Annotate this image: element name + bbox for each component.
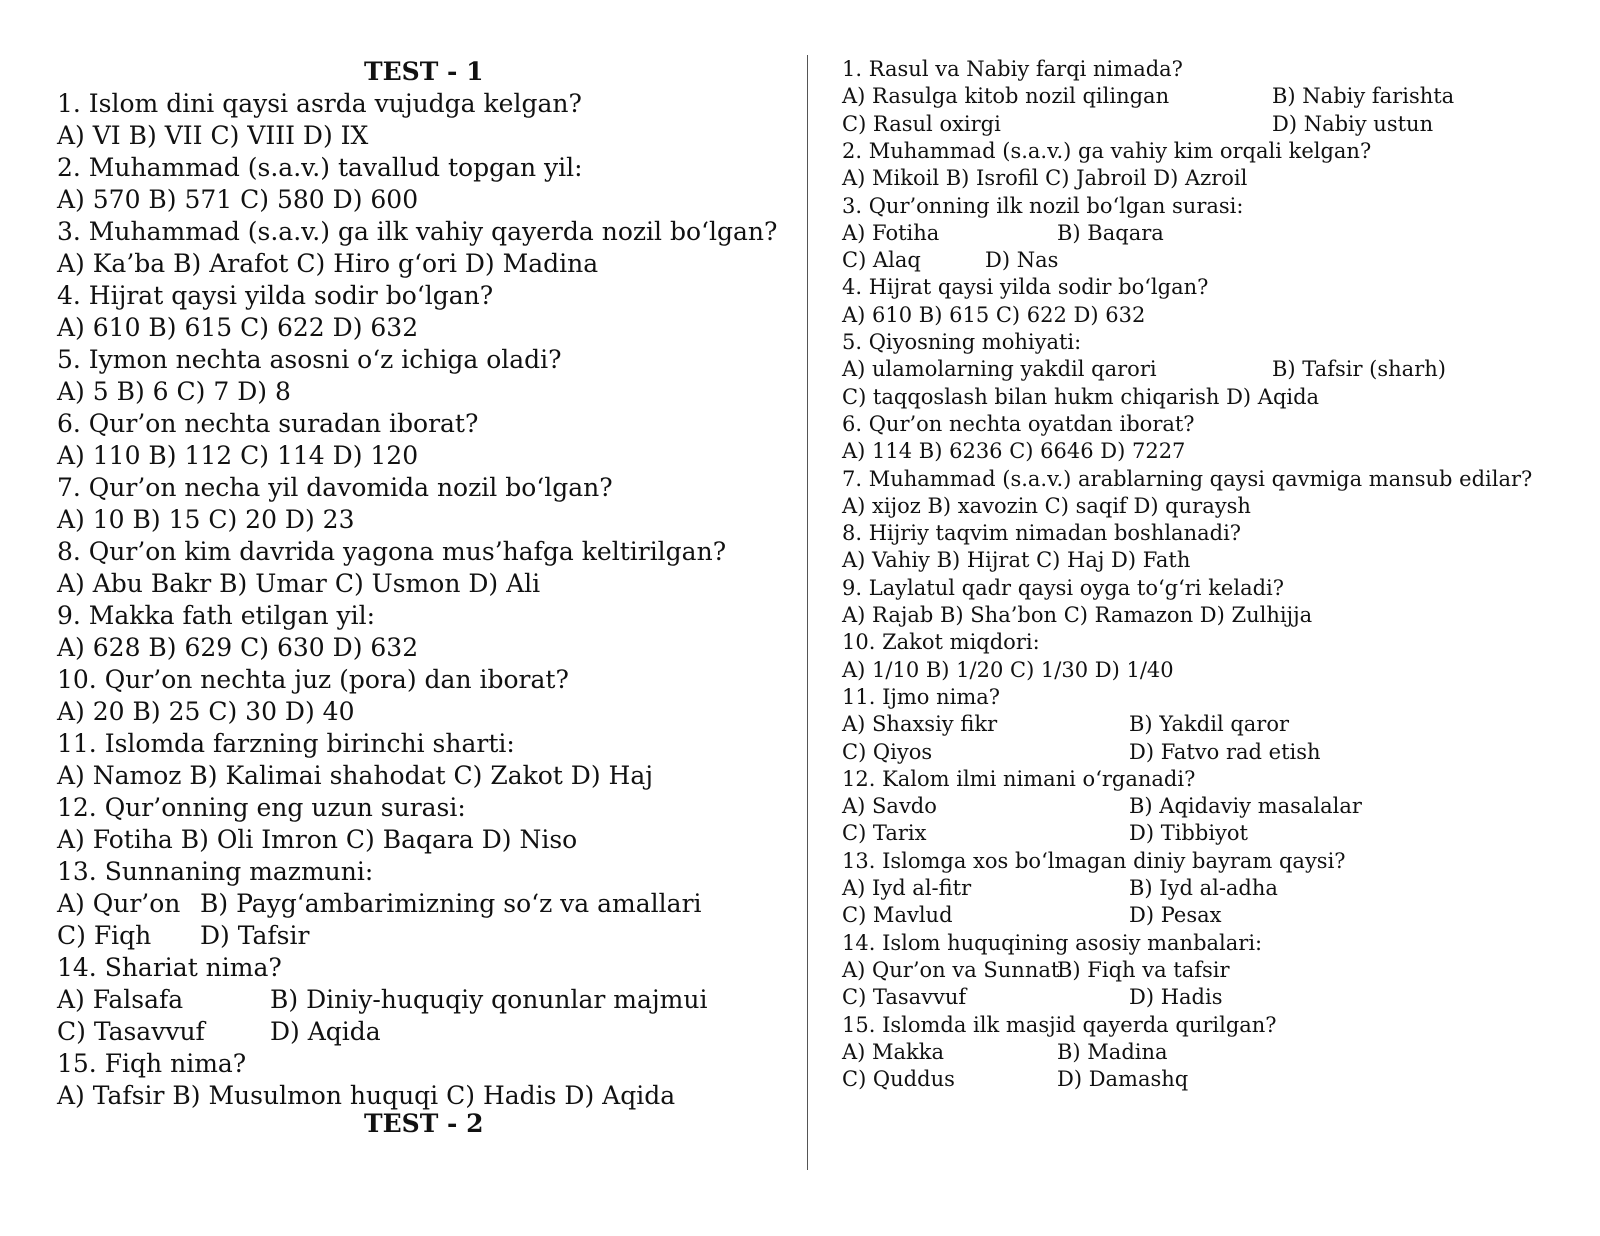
question: 11. Islomda farzning birinchi sharti: [57,729,515,758]
answer-option: D) Fatvo rad etish [1129,739,1321,764]
test-1-title: TEST - 1 [364,57,484,86]
answer-option: D) Tibbiyot [1129,821,1248,846]
answer-option: C) Tasavvuf [842,985,967,1010]
answer-options: A) Abu Bakr B) Umar C) Usmon D) Ali [57,569,541,598]
answer-options: A) 10 B) 15 C) 20 D) 23 [57,505,355,534]
answer-option: C) Qiyos [842,739,933,764]
answer-option: A) Qur’on [57,889,181,918]
answer-options: A) Tafsir B) Musulmon huquqi C) Hadis D) Aqida [57,1081,676,1110]
answer-options: A) 110 B) 112 C) 114 D) 120 [57,441,419,470]
answer-option: C) Fiqh [57,921,152,950]
answer-options: A) 114 B) 6236 C) 6646 D) 7227 [842,439,1186,464]
question: 15. Fiqh nima? [57,1049,247,1078]
answer-options: A) 610 B) 615 C) 622 D) 632 [57,313,419,342]
answer-option: D) Hadis [1129,985,1223,1010]
answer-option: A) Iyd al-fitr [842,876,972,900]
answer-option: A) Rasulga kitob nozil qilingan [842,84,1170,109]
question: 5. Qiyosning mohiyati: [842,330,1082,354]
answer-options: A) 610 B) 615 C) 622 D) 632 [842,302,1146,327]
question: 9. Makka fath etilgan yil: [57,601,376,630]
answer-option: B) Madina [1057,1039,1168,1064]
answer-option: B) Nabiy farishta [1272,84,1455,109]
answer-options: A) Rajab B) Sha’bon C) Ramazon D) Zulhijja [842,603,1313,627]
answer-option: A) Savdo [842,794,937,819]
question: 1. Rasul va Nabiy farqi nimada? [842,57,1183,81]
question: 15. Islomda ilk masjid qayerda qurilgan? [842,1012,1277,1037]
answer-options: A) 20 B) 25 C) 30 D) 40 [57,697,355,726]
answer-options: A) Namoz B) Kalimai shahodat C) Zakot D) Haj [57,761,653,790]
answer-option: B) Fiqh va tafsir [1057,957,1230,982]
answer-option: B) Baqara [1057,220,1164,245]
answer-options: A) 1/10 B) 1/20 C) 1/30 D) 1/40 [842,657,1174,682]
question: 2. Muhammad (s.a.v.) tavallud topgan yil: [57,153,583,182]
answer-option: A) Qur’on va Sunnat [842,957,1060,982]
answer-option: B) Iyd al-adha [1129,876,1278,900]
question: 7. Muhammad (s.a.v.) arablarning qaysi qavmiga mansub edilar? [842,466,1533,491]
question: 6. Qur’on nechta suradan iborat? [57,409,479,438]
answer-options: A) 628 B) 629 C) 630 D) 632 [57,633,419,662]
answer-options: A) xijoz B) xavozin C) saqif D) quraysh [842,493,1251,518]
question: 2. Muhammad (s.a.v.) ga vahiy kim orqali kelgan? [842,138,1372,163]
answer-option: A) Falsafa [57,985,184,1014]
answer-option: D) Nas [985,248,1059,273]
test-2-title: TEST - 2 [364,1109,484,1138]
question: 3. Qur’onning ilk nozil bo‘lgan surasi: [842,193,1244,218]
question: 4. Hijrat qaysi yilda sodir bo‘lgan? [57,281,494,310]
answer-option: B) Yakdil qaror [1129,712,1290,737]
answer-options: A) Mikoil B) Isrofil C) Jabroil D) Azroil [842,166,1248,191]
question: 8. Hijriy taqvim nimadan boshlanadi? [842,521,1242,546]
answer-option: A) Fotiha [842,220,940,245]
answer-option: A) Makka [842,1039,945,1064]
question: 13. Sunnaning mazmuni: [57,857,374,886]
answer-option: C) Tarix [842,821,927,846]
answer-option: B) Payg‘ambarimizning so‘z va amallari [200,889,702,918]
answer-option: A) Shaxsiy fikr [842,712,998,737]
answer-option: D) Damashq [1057,1067,1189,1092]
question: 3. Muhammad (s.a.v.) ga ilk vahiy qayerda nozil bo‘lgan? [57,217,778,246]
answer-options: A) Ka’ba B) Arafot C) Hiro g‘ori D) Madina [57,249,599,278]
question: 12. Kalom ilmi nimani o‘rganadi? [842,766,1196,791]
column-divider [807,55,808,1170]
left-column [57,0,797,1236]
question: 12. Qur’onning eng uzun surasi: [57,793,466,822]
right-column [842,0,1592,1236]
question: 4. Hijrat qaysi yilda sodir bo‘lgan? [842,275,1209,300]
question: 14. Shariat nima? [57,953,282,982]
answer-option: C) Quddus [842,1067,955,1092]
question: 6. Qur’on nechta oyatdan iborat? [842,411,1195,436]
answer-option: D) Nabiy ustun [1272,111,1434,136]
question: 10. Qur’on nechta juz (pora) dan iborat? [57,665,569,694]
question: 13. Islomga xos bo‘lmagan diniy bayram qaysi? [842,848,1346,873]
answer-options: A) 5 B) 6 C) 7 D) 8 [57,377,291,406]
answer-option: B) Diniy-huquqiy qonunlar majmui [270,985,708,1014]
answer-option: A) ulamolarning yakdil qarori [842,357,1157,382]
answer-options: A) VI B) VII C) VIII D) IX [57,121,369,150]
question: 7. Qur’on necha yil davomida nozil bo‘lgan? [57,473,613,502]
question: 5. Iymon nechta asosni o‘z ichiga oladi? [57,345,562,374]
answer-options: C) taqqoslash bilan hukm chiqarish D) Aqida [842,384,1320,409]
answer-option: D) Pesax [1129,903,1222,928]
question: 8. Qur’on kim davrida yagona mus’hafga keltirilgan? [57,537,727,566]
question: 10. Zakot miqdori: [842,630,1040,655]
question: 9. Laylatul qadr qaysi oyga to‘g‘ri keladi? [842,575,1285,600]
answer-options: A) 570 B) 571 C) 580 D) 600 [57,185,419,214]
question: 1. Islom dini qaysi asrda vujudga kelgan? [57,89,582,118]
answer-option: D) Aqida [270,1017,381,1046]
answer-option: C) Tasavvuf [57,1017,205,1046]
answer-options: A) Vahiy B) Hijrat C) Haj D) Fath [842,548,1191,573]
answer-option: C) Rasul oxirgi [842,111,1001,136]
question: 14. Islom huquqining asosiy manbalari: [842,930,1263,955]
answer-option: B) Tafsir (sharh) [1272,357,1446,382]
answer-options: A) Fotiha B) Oli Imron C) Baqara D) Niso [57,825,578,854]
answer-option: D) Tafsir [200,921,310,950]
answer-option: C) Mavlud [842,903,953,928]
answer-option: B) Aqidaviy masalalar [1129,794,1362,819]
question: 11. Ijmo nima? [842,684,1001,709]
answer-option: C) Alaq [842,248,921,273]
